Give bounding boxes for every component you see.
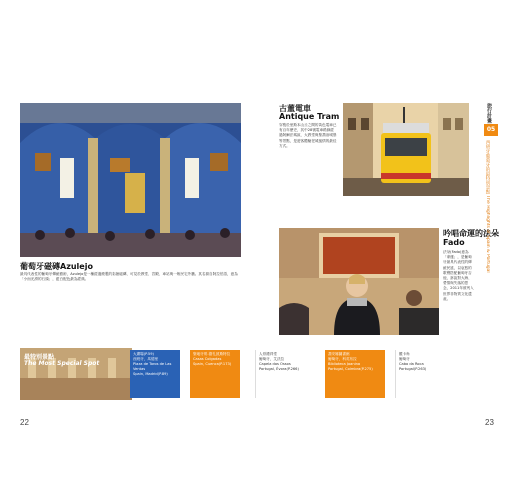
chapter-badge bbox=[484, 124, 498, 136]
page-number-right: 23 bbox=[485, 418, 494, 427]
tram-body: 穿梭於里斯本山丘之間的黃色電車已有百年歷史，其中28號電車路線經過阿爾法瑪區、大教堂與聖喬治城堡等景點，是遊客體驗老城風情的最佳方式。 bbox=[279, 123, 337, 148]
fado-title-en: Fado bbox=[443, 238, 465, 247]
fado-title-zh: 吟唱命運的法朵 bbox=[443, 229, 499, 238]
spot-card-4: 喬安娜圖書館 葡萄牙，科英布拉 Biblioteca Joanina Portugal, Coimbra(P.275) bbox=[325, 350, 385, 398]
antique-tram-photo bbox=[343, 103, 469, 196]
spot-card-5: 羅卡角 葡萄牙 Cabo da Roca Portugal(P.263) bbox=[395, 350, 455, 398]
fado-singer-photo bbox=[279, 228, 439, 335]
azulejo-church-photo bbox=[20, 103, 241, 257]
azulejo-title: 葡萄牙磁磚Azulejo bbox=[20, 262, 93, 271]
tram-title-en: Antique Tram bbox=[279, 112, 340, 121]
spot-card-3: 人骨禮拜堂 葡萄牙，艾沃拉 Capela dos Ossos Portugal, Évora(P.266) bbox=[255, 350, 315, 398]
chapter-label: 旅行計畫 bbox=[486, 103, 492, 123]
special-spot-heading-en: The Most Special Spot bbox=[24, 360, 100, 367]
chapter-badge-text: 05 bbox=[486, 126, 496, 133]
tram-title-zh: 古董電車 bbox=[279, 104, 311, 113]
special-spot-heading-zh: 最特別景點 bbox=[24, 354, 55, 361]
page-number-left: 22 bbox=[20, 418, 29, 427]
azulejo-body: 最具代表性的葡萄牙傳統藝術，Azulejo是一種經過燒製的彩繪磁磚，可見於教堂、宮殿、車站與一般民宅外牆。其名源自阿拉伯語，意為「小而光滑的石頭」，藍白配色最為經典。 bbox=[20, 272, 238, 282]
chapter-subtab: 西班牙葡萄牙的最特別景點 The Highlights of Spain & Portugal bbox=[485, 140, 490, 273]
fado-body: 法朵(Fado)意為「命運」，是葡萄牙最具代表性的傳統民謠，以哀愁的歌聲搭配葡萄牙吉他，訴說對大海、愛情與失落的思念，2011年被列入世界非物質文化遺產。 bbox=[443, 250, 474, 301]
spot-card-2: 聖地牙哥-德孔波斯特拉 Casas Colgadas Spain, Cuenca(P.173) bbox=[190, 350, 240, 398]
spot-card-1: 大廣場(P.59) 西班牙，馬德里 Plaza de Toros de Las Ventas Spain, Madrid(P.89) bbox=[130, 350, 180, 398]
